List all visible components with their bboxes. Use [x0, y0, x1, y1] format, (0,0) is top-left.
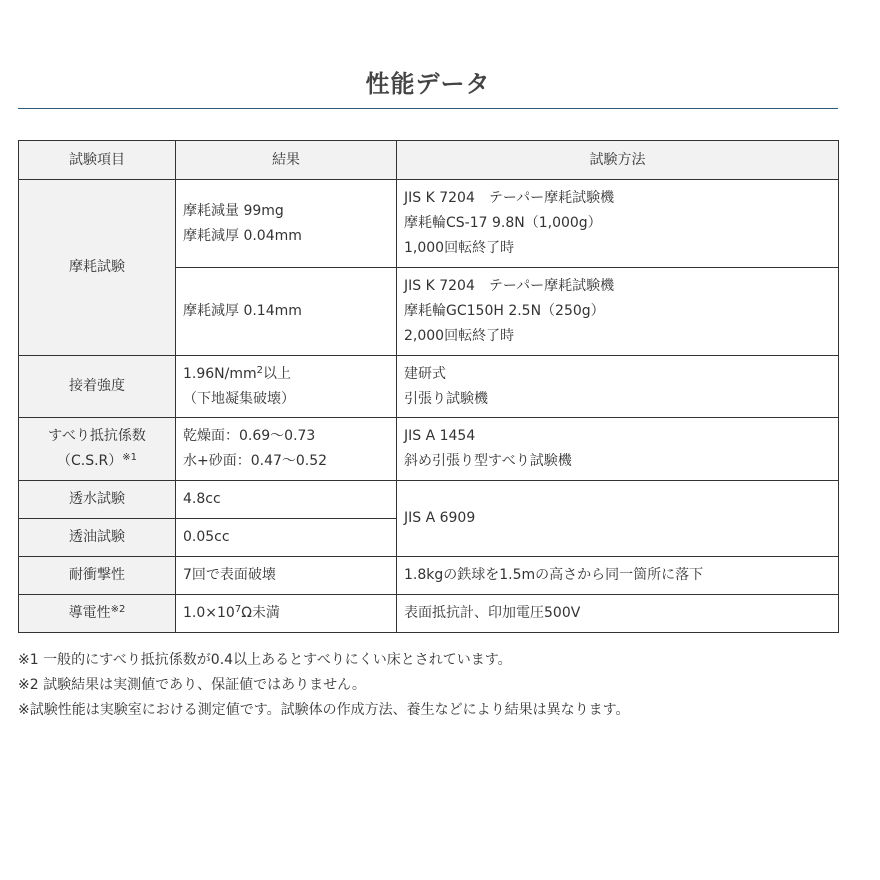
- table-row: [19, 481, 839, 519]
- slip-resistance-result: 乾燥面：0.69～0.73 水+砂面：0.47～0.52: [176, 418, 397, 481]
- abrasion-result-1: 摩耗減量 99mg 摩耗減厚 0.04mm: [176, 180, 397, 268]
- water-oil-method: JIS A 6909: [397, 481, 839, 557]
- page-title: 性能データ: [365, 70, 491, 98]
- conductivity-label: 導電性$^{※2}$: [19, 595, 176, 633]
- abrasion-label: 摩耗試験: [19, 180, 176, 356]
- oil-permeability-result: 0.05cc: [176, 519, 397, 557]
- table-row: [19, 557, 839, 595]
- header-test-method: 試験方法: [397, 141, 839, 180]
- table-row: [19, 180, 839, 268]
- slip-resistance-method: JIS A 1454 斜め引張り型すべり試験機: [397, 418, 839, 481]
- footnote-3: ※試験性能は実験室における測定値です。試験体の作成方法、養生などにより結果は異なります。: [18, 702, 630, 718]
- impact-result: 7回で表面破壊: [176, 557, 397, 595]
- adhesion-result: $1.96N/mm^2$以上 （下地凝集破壊）: [176, 356, 397, 418]
- table-row: [19, 356, 839, 418]
- header-test-item: 試験項目: [19, 141, 176, 180]
- header-result: 結果: [176, 141, 397, 180]
- conductivity-result: $1.0\times 10^7\Omega$未満: [176, 595, 397, 633]
- slip-resistance-label: すべり抵抗係数 $(C.S.R)^{※1}$: [19, 418, 176, 481]
- footnote-1: ※1 一般的にすべり抵抗係数が0.4以上あるとすべりにくい床とされています。: [18, 652, 512, 668]
- performance-table: [18, 140, 839, 633]
- oil-permeability-label: 透油試験: [19, 519, 176, 557]
- abrasion-result-2: 摩耗減厚 0.14mm: [176, 268, 397, 356]
- abrasion-method-1: JIS K 7204 テーパー摩耗試験機 摩耗輪CS-17 9.8N（1,000g） 1,000回転終了時: [397, 180, 839, 268]
- impact-method: 1.8kgの鉄球を1.5mの高さから同一箇所に落下: [397, 557, 839, 595]
- abrasion-method-2: JIS K 7204 テーパー摩耗試験機 摩耗輪GC150H 2.5N（250g） 2,000回転終了時: [397, 268, 839, 356]
- adhesion-method: 建研式 引張り試験機: [397, 356, 839, 418]
- table-row: [19, 418, 839, 481]
- title-divider: [18, 108, 838, 109]
- water-permeability-label: 透水試験: [19, 481, 176, 519]
- adhesion-label: 接着強度: [19, 356, 176, 418]
- impact-label: 耐衝撃性: [19, 557, 176, 595]
- footnote-2: ※2 試験結果は実測値であり、保証値ではありません。: [18, 677, 366, 693]
- water-permeability-result: 4.8cc: [176, 481, 397, 519]
- footnotes: [18, 648, 858, 723]
- table-header-row: [19, 141, 839, 180]
- conductivity-method: 表面抵抗計、印加電圧500V: [397, 595, 839, 633]
- table-row: [19, 595, 839, 633]
